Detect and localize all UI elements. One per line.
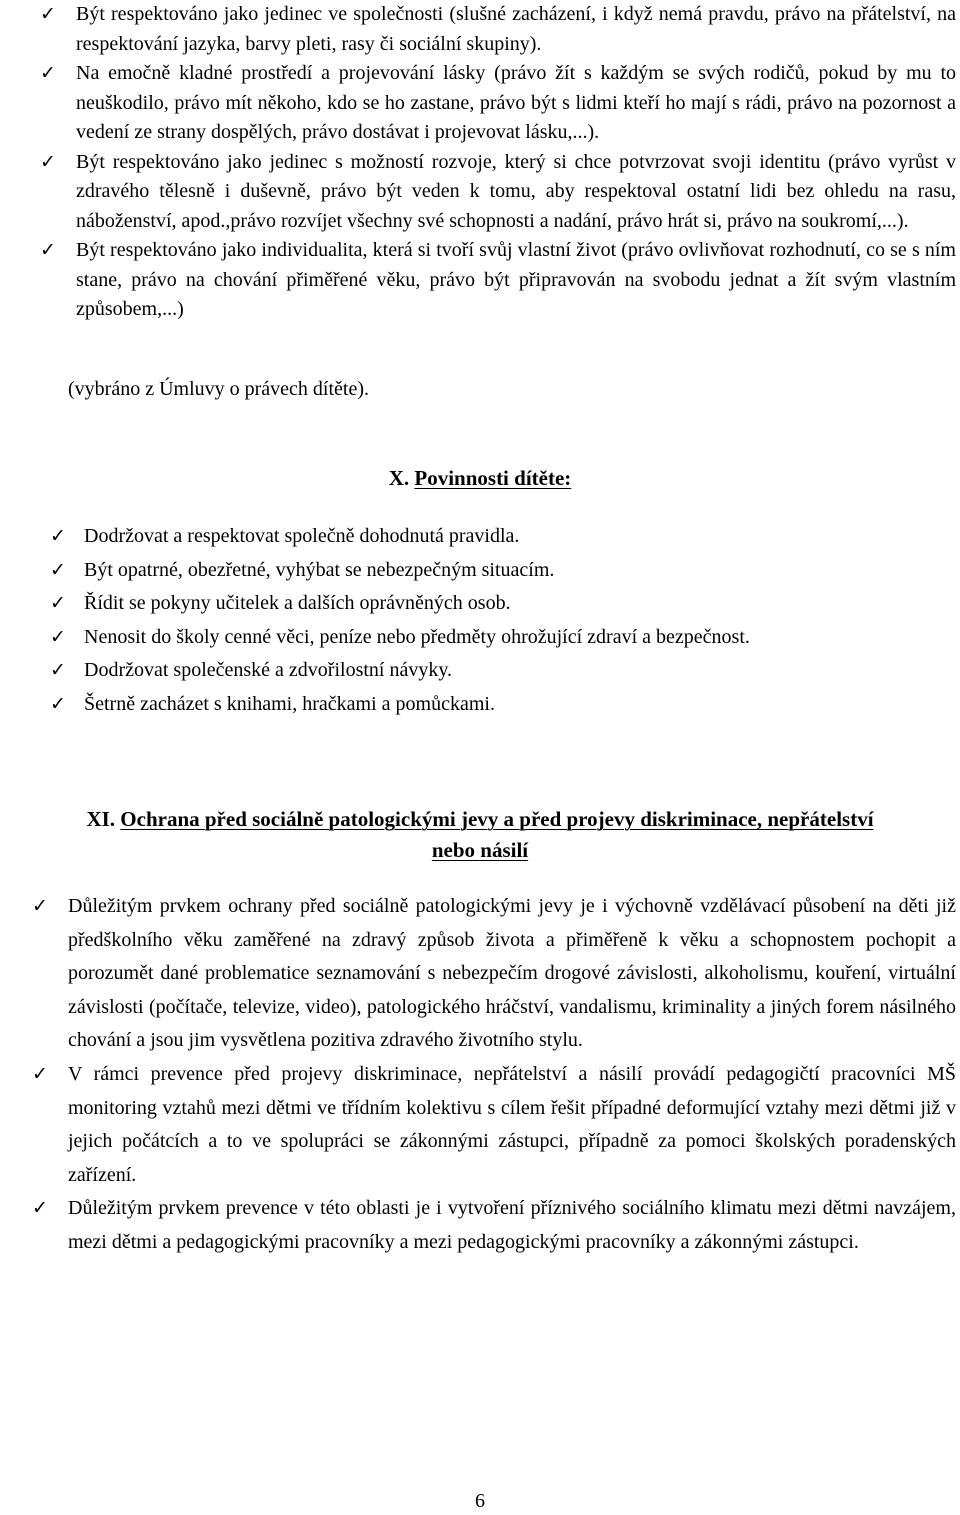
checkmark-icon: ✓ (50, 692, 66, 715)
list-item-text: Důležitým prvkem ochrany před sociálně patologickými jevy je i výchovně vzdělávací působení na děti již předškolního věku zaměřené na zdravý způsob života a přiměřeně k věku a schopnostem pochopit a porozumět dané problematice seznamování s nebezpečím drogové závislosti, alkoholismu, kouření, virtuální závislosti (počítače, televize, video), patologického hráčství, vandalismu, kriminality a jiných forem násilného chování a jsou jim vysvětlena pozitiva zdravého životního stylu. (68, 895, 956, 1052)
list-item (40, 148, 956, 237)
checkmark-icon: ✓ (50, 525, 66, 547)
checkmark-icon: ✓ (40, 62, 56, 84)
list-item-text: Dodržovat a respektovat společně dohodnutá pravidla. (84, 525, 520, 547)
list-item (50, 554, 954, 588)
list-item (40, 236, 956, 325)
checkmark-icon: ✓ (50, 659, 66, 681)
list-item (32, 1058, 956, 1192)
list-item-text: V rámci prevence před projevy diskriminace, nepřátelství a násilí provádí pedagogičtí pracovníci MŠ monitoring vztahů mezi dětmi ve třídním kolektivu s cílem řešit případné deformující vztahy mezi dětmi již v jejich počátcích a to ve spolupráci se zákonnými zástupci, případně za pomoci školských poradenských zařízení. (68, 1062, 956, 1186)
section-heading-protection (0, 804, 960, 866)
list-item (40, 0, 956, 59)
checkmark-icon: ✓ (40, 150, 56, 173)
list-item-text: Být respektováno jako individualita, která si tvoří svůj vlastní život (právo ovlivňovat rozhodnutí, co se s ním stane, právo na chování přiměřené věku, právo být připravován na svobodu jednat a žít svým vlastním způsobem,...) (76, 239, 956, 320)
list-item-text: Být respektováno jako jedinec s možností rozvoje, který si chce potvrzovat svoji identitu (právo vyrůst v zdravého tělesně i duševně, právo být veden k tomu, aby respektoval ostatní lidi bez ohledu na rasu, náboženství, apod.,právo rozvíjet všechny své schopnosti a nadání, právo hrát si, právo na soukromí,...). (76, 150, 956, 232)
checkmark-icon: ✓ (50, 625, 66, 648)
list-item-text: Šetrně zacházet s knihami, hračkami a pomůckami. (84, 692, 495, 715)
rights-list (40, 0, 956, 325)
list-item (40, 59, 956, 148)
list-item-text: Být opatrné, obezřetné, vyhýbat se nebezpečným situacím. (84, 558, 555, 581)
list-item (50, 688, 954, 722)
checkmark-icon: ✓ (32, 895, 48, 917)
list-item (50, 654, 954, 688)
section-number: XI. (86, 807, 116, 831)
checkmark-icon: ✓ (50, 558, 66, 581)
list-item-text: Dodržovat společenské a zdvořilostní návyky. (84, 659, 453, 681)
protection-list (32, 890, 956, 1260)
duties-list (50, 520, 954, 721)
list-item (32, 1192, 956, 1259)
list-item-text: Na emočně kladné prostředí a projevování lásky (právo žít s každým se svých rodičů, pokud by mu to neuškodilo, právo mít někoho, kdo se ho zastane, právo být s lidmi kteří ho mají s rádi, právo na pozornost a vedení ze strany dospělých, právo dostávat i projevovat lásku,...). (76, 62, 956, 143)
checkmark-icon: ✓ (40, 239, 56, 261)
checkmark-icon: ✓ (40, 3, 56, 25)
list-item-text: Nenosit do školy cenné věci, peníze nebo předměty ohrožující zdraví a bezpečnost. (84, 625, 750, 648)
list-item (50, 621, 954, 655)
checkmark-icon: ✓ (32, 1197, 48, 1220)
list-item-text: Být respektováno jako jedinec ve společnosti (slušné zacházení, i když nemá pravdu, právo na přátelství, na respektování jazyka, barvy pleti, rasy či sociální skupiny). (76, 3, 956, 55)
checkmark-icon: ✓ (32, 1062, 48, 1085)
section-title: Povinnosti dítěte: (414, 466, 572, 490)
section-number: X. (388, 466, 410, 490)
list-item (32, 890, 956, 1058)
source-note: (vybráno z Úmluvy o právech dítěte). (68, 378, 370, 400)
list-item-text: Důležitým prvkem prevence v této oblasti je i vytvoření příznivého sociálního klimatu mezi dětmi navzájem, mezi dětmi a pedagogickými pracovníky a mezi pedagogickými pracovníky a zákonnými zástupci. (68, 1197, 956, 1253)
checkmark-icon: ✓ (50, 592, 66, 614)
section-title-continued: nebo násilí (431, 838, 529, 862)
list-item (50, 587, 954, 621)
list-item (50, 520, 954, 554)
list-item-text: Řídit se pokyny učitelek a dalších oprávněných osob. (84, 592, 511, 614)
section-heading-duties (0, 463, 960, 493)
page-number: 6 (475, 1490, 485, 1512)
section-title: Ochrana před sociálně patologickými jevy a před projevy diskriminace, nepřátelství (120, 807, 874, 831)
